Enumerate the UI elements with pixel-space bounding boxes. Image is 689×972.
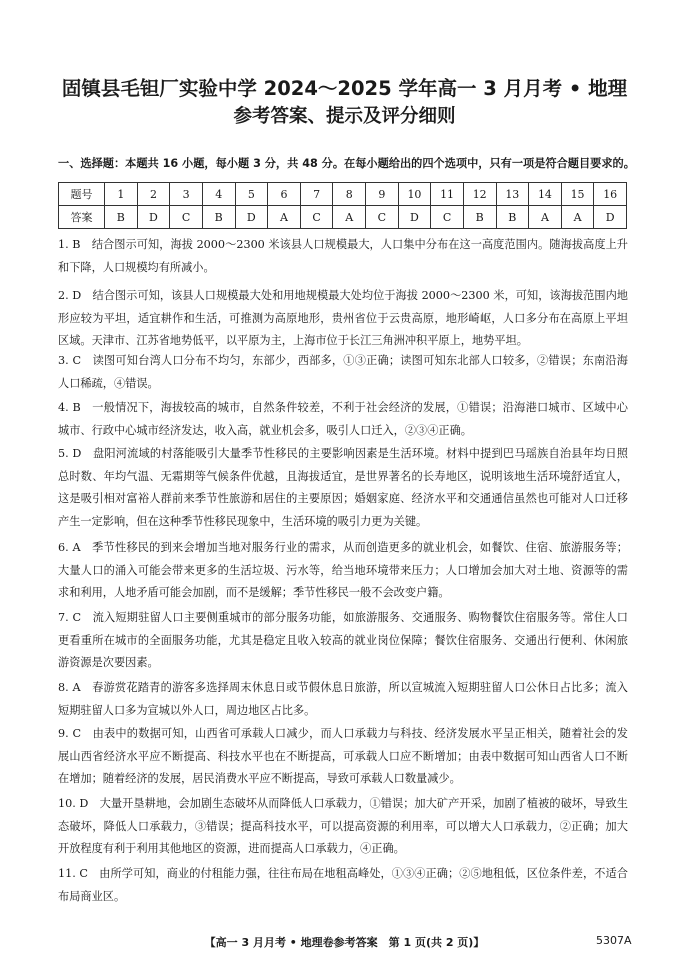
- answer-cell: C: [170, 206, 203, 229]
- answer-cell: D: [235, 206, 268, 229]
- document-code: 5307A: [596, 934, 632, 947]
- page-title: 固镇县毛钽厂实验中学 2024～2025 学年高一 3 月月考 • 地理: [61, 77, 628, 100]
- answer-cell: D: [398, 206, 431, 229]
- explanation-label: 2. D: [58, 289, 82, 302]
- explanation-text: 大量开垦耕地，会加剧生态破坏从而降低人口承载力，①错误；加大矿产开采，加剧了植被的破坏，导致生态破坏，降低人口承载力，③错误；提高科技水平，可以提高资源的利用率，可以增大人口承载力，②正确；加大开放程度有利于利用其他地区的资源，进而提高人口承载力，④正确。: [58, 797, 628, 856]
- answer-cell: B: [496, 206, 529, 229]
- explanation-item: [58, 863, 628, 908]
- answer-cell: C: [366, 206, 399, 229]
- question-number-cell: 10: [398, 183, 431, 206]
- question-number-cell: 13: [496, 183, 529, 206]
- answer-cell: C: [300, 206, 333, 229]
- answer-cell: A: [333, 206, 366, 229]
- answer-table-answer-row: [59, 206, 627, 229]
- explanation-item: [58, 350, 628, 395]
- explanation-item: [58, 677, 628, 722]
- explanation-label: 1. B: [58, 238, 81, 251]
- explanation-item: [58, 607, 628, 675]
- question-number-cell: 3: [170, 183, 203, 206]
- explanation-item: [58, 537, 628, 605]
- explanation-label: 9. C: [58, 727, 81, 740]
- answer-cell: D: [137, 206, 170, 229]
- question-number-cell: 5: [235, 183, 268, 206]
- question-number-cell: 1: [105, 183, 138, 206]
- question-number-cell: 11: [431, 183, 464, 206]
- question-number-cell: 6: [268, 183, 301, 206]
- explanation-text: 一般情况下，海拔较高的城市，自然条件较差，不利于社会经济的发展，①错误；沿海港口城市、区域中心城市、行政中心城市经济发达，收入高，就业机会多，吸引人口迁入，②③④正确。: [58, 401, 628, 437]
- answer-cell: A: [268, 206, 301, 229]
- answer-cell: B: [202, 206, 235, 229]
- explanation-label: 3. C: [58, 354, 81, 367]
- answer-table-row2-label: 答案: [59, 206, 105, 229]
- explanation-text: 盘阳河流域的村落能吸引大量季节性移民的主要影响因素是生活环境。材料中提到巴马瑶族自治县年均日照总时数、年均气温、无霜期等气候条件优越，且海拔适宜，是世界著名的长寿地区，说明该地生活环境舒适宜人，这是吸引相对富裕人群前来季节性旅游和居住的主要原因；婚姻家庭、经济水平和交通通信虽然也可能对人口迁移产生一定影响，但在这种季节性移民现象中，生活环境的吸引力更为关键。: [58, 447, 628, 528]
- explanation-text: 读图可知台湾人口分布不均匀，东部少，西部多，①③正确；读图可知东北部人口较多，②错误；东南沿海人口稀疏，④错误。: [58, 354, 628, 390]
- explanation-item: [58, 793, 628, 861]
- question-number-cell: 14: [529, 183, 562, 206]
- explanation-text: 结合图示可知，该县人口规模最大处和用地规模最大处均位于海拔 2000～2300 米，可知，该海拔范围内地形应较为平坦，适宜耕作和生活，可推测为高原地形，贵州省位于云贵高原，地形崎岖，人口多分布在高原上平坦区域。天津市、江苏省地势低平，以平原为主，上海市位于长江三角洲冲积平原上，地势平坦。: [58, 289, 628, 348]
- question-number-cell: 15: [561, 183, 594, 206]
- answer-cell: B: [105, 206, 138, 229]
- explanation-item: [58, 723, 628, 791]
- answer-table: [58, 182, 627, 229]
- explanation-text: 由所学可知，商业的付租能力强，往往布局在地租高峰处，①③④正确；②⑤地租低，区位条件差，不适合布局商业区。: [58, 867, 628, 903]
- explanation-label: 8. A: [58, 681, 81, 694]
- question-number-cell: 8: [333, 183, 366, 206]
- question-number-cell: 9: [366, 183, 399, 206]
- explanation-text: 流入短期驻留人口主要侧重城市的部分服务功能，如旅游服务、交通服务、购物餐饮住宿服务等。常住人口更看重所在城市的全面服务功能，尤其是稳定且收入较高的就业岗位保障；餐饮住宿服务、交通出行便利、休闲旅游资源是次要因素。: [58, 611, 628, 670]
- explanation-label: 7. C: [58, 611, 81, 624]
- explanation-text: 春游赏花踏青的游客多选择周末休息日或节假休息日旅游，所以宣城流入短期驻留人口公休日占比多；流入短期驻留人口多为宣城以外人口，周边地区占比多。: [58, 681, 628, 717]
- answer-cell: A: [561, 206, 594, 229]
- question-number-cell: 2: [137, 183, 170, 206]
- question-number-cell: 4: [202, 183, 235, 206]
- question-number-cell: 12: [463, 183, 496, 206]
- answer-cell: A: [529, 206, 562, 229]
- explanation-item: [58, 397, 628, 442]
- explanation-label: 4. B: [58, 401, 81, 414]
- question-number-cell: 16: [594, 183, 627, 206]
- explanation-label: 6. A: [58, 541, 81, 554]
- explanation-item: [58, 443, 628, 533]
- answer-cell: D: [594, 206, 627, 229]
- explanation-item: [58, 285, 628, 353]
- explanation-item: [58, 234, 628, 279]
- explanation-label: 5. D: [58, 447, 82, 460]
- explanation-text: 结合图示可知，海拔 2000～2300 米该县人口规模最大，人口集中分布在这一高度范围内。随海拔高度上升和下降，人口规模均有所减小。: [58, 238, 628, 274]
- explanation-label: 10. D: [58, 797, 89, 810]
- explanation-text: 由表中的数据可知，山西省可承载人口减少，而人口承载力与科技、经济发展水平呈正相关，随着社会的发展山西省经济水平应不断提高、科技水平也在不断提高，可承载人口应不断增加；由表中数据可知山西省人口不断在增加；随着经济的发展，居民消费水平应不断提高，导致可承载人口数量减少。: [58, 727, 628, 786]
- explanation-label: 11. C: [58, 867, 88, 880]
- section-heading: 一、选择题：本题共 16 小题，每小题 3 分，共 48 分。在每小题给出的四个选项中，只有一项是符合题目要求的。: [58, 157, 635, 170]
- question-number-cell: 7: [300, 183, 333, 206]
- explanation-text: 季节性移民的到来会增加当地对服务行业的需求，从而创造更多的就业机会，如餐饮、住宿、旅游服务等；大量人口的涌入可能会带来更多的生活垃圾、污水等，给当地环境带来压力；人口增加会加大对土地、资源等的需求和利用，人地矛盾可能会加剧，而不是缓解；季节性移民一般不会改变户籍。: [58, 541, 628, 600]
- page-footer: 【高一 3 月月考 • 地理卷参考答案 第 1 页(共 2 页)】: [204, 936, 485, 949]
- answer-cell: C: [431, 206, 464, 229]
- answer-table-row1-label: 题号: [59, 183, 105, 206]
- answer-table-number-row: [59, 183, 627, 206]
- answer-cell: B: [463, 206, 496, 229]
- page-subtitle: 参考答案、提示及评分细则: [233, 106, 456, 127]
